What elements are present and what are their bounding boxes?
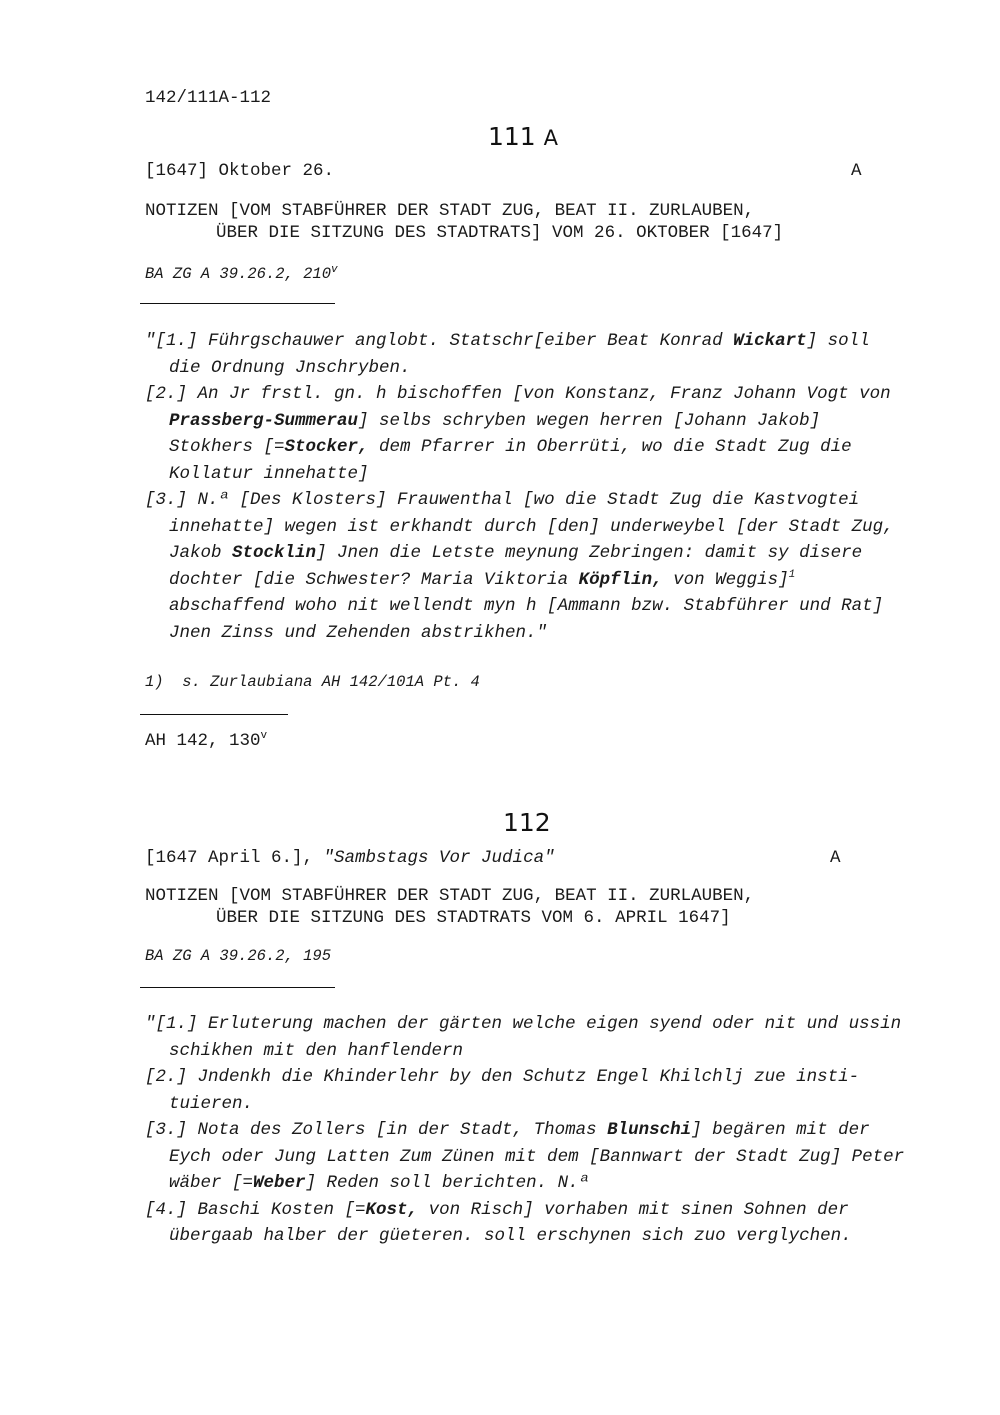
archive-source-text: BA ZG A 39.26.2, 210 <box>145 265 332 283</box>
entry-text: [4.] Baschi Kosten [= <box>145 1199 366 1220</box>
entry-text: [3.] Nota des Zollers [in der Stadt, Thomas <box>145 1120 608 1140</box>
archive-source <box>145 265 338 283</box>
document-title-line-2: ÜBER DIE SITZUNG DES STADTRATS] VOM 26. OKTOBER [1647] <box>216 223 784 243</box>
entries-112 <box>145 1011 905 1250</box>
document-number: 111 <box>488 122 536 151</box>
entry-item <box>145 1117 905 1197</box>
document-date-112 <box>145 848 555 868</box>
document-title-line-1: NOTIZEN [VOM STABFÜHRER DER STADT ZUG, BEAT II. ZURLAUBEN, <box>145 201 755 221</box>
person-name: Köpflin, <box>578 569 663 590</box>
entries-111 <box>145 328 905 646</box>
document-number-suffix: A <box>543 126 559 150</box>
person-name: Blunschi <box>607 1120 692 1140</box>
ah-reference-text: AH 142, 130 <box>145 731 261 751</box>
document-title-112-line-1: NOTIZEN [VOM STABFÜHRER DER STADT ZUG, BEAT II. ZURLAUBEN, <box>145 886 755 906</box>
entry-text: ] soll die Ordnung Jnschryben. <box>169 331 870 378</box>
entry-item <box>145 1197 905 1250</box>
entry-text: [2.] Jndenkh die Khinderlehr by den Schutz Engel Khilchlj zue instituieren. <box>145 1067 860 1114</box>
header-divider <box>140 303 335 304</box>
ah-reference <box>145 731 267 751</box>
entry-item <box>145 381 905 487</box>
entry-text: "[1.] Führgschauwer anglobt. Statschr[eiber Beat Konrad <box>145 331 734 351</box>
entry-text: ] Reden soll berichten. N.ª <box>305 1173 590 1193</box>
entry-text: "[1.] Erluterung machen der gärten welche eigen syend oder nit und ussin schikhen mit den hanflendern <box>145 1014 902 1061</box>
person-name: Prassberg-Summerau <box>169 410 359 431</box>
person-name: Wickart <box>733 331 807 351</box>
document-marker-112: A <box>830 848 841 868</box>
document-title-112-line-2: ÜBER DIE SITZUNG DES STADTRATS VOM 6. APRIL 1647] <box>216 908 731 928</box>
person-name: Stocker, <box>284 437 369 457</box>
entry-text: ] Jnen die Letste meynung Zebringen: damit sy disere dochter [die Schwester? Maria Viktoria <box>169 543 863 590</box>
entry-item <box>145 1064 905 1117</box>
header-divider-112 <box>140 987 335 988</box>
archive-source-sup: v <box>331 263 338 276</box>
entry-text: [3.] N.ª [Des Klosters] Frauwenthal [wo die Stadt Zug die Kastvogtei innehatte] wegen ist erkhandt durch [den] underweybel [der Stadt Zug, Jakob <box>145 490 894 563</box>
person-name: Kost, <box>365 1199 419 1220</box>
entry-item <box>145 328 905 381</box>
archive-source-112: BA ZG A 39.26.2, 195 <box>145 947 332 965</box>
document-number-112: 112 <box>503 808 551 837</box>
person-name: Weber <box>253 1173 306 1193</box>
date-italic: "Sambstags Vor Judica" <box>323 848 555 868</box>
entry-text: dem Pfarrer in Oberrüti, wo die Stadt Zug die Kollatur innehatte] <box>169 437 852 484</box>
entry-text: ] selbs schryben wegen herren [Johann Jakob] Stokhers [= <box>169 410 821 457</box>
entry-text: ] begären mit der Eych oder Jung Latten Zum Zünen mit dem [Bannwart der Stadt Zug] Peter wäber [= <box>169 1120 905 1193</box>
entry-text: abschaffend woho nit wellendt myn h [Ammann bzw. Stabführer und Rat] Jnen Zinss und Zehenden abstrikhen." <box>169 596 884 643</box>
document-number-111 <box>488 122 558 151</box>
document-date: [1647] Oktober 26. <box>145 161 335 181</box>
person-name: Stocklin <box>232 543 317 563</box>
archive-reference: 142/111A-112 <box>145 88 272 108</box>
entry-item <box>145 487 905 646</box>
document-marker: A <box>851 161 862 181</box>
entry-text: von Risch] vorhaben mit sinen Sohnen der übergaab halber der güeteren. soll erschynen sich zuo verglychen. <box>169 1199 852 1246</box>
entry-item <box>145 1011 905 1064</box>
ah-reference-sup: v <box>260 730 268 743</box>
entry-text: von Weggis] <box>662 569 789 590</box>
footnote: 1) s. Zurlaubiana AH 142/101A Pt. 4 <box>145 673 480 691</box>
footnote-divider <box>140 714 288 715</box>
footnote-marker: 1 <box>788 568 796 581</box>
entry-text: [2.] An Jr frstl. gn. h bischoffen [von Konstanz, Franz Johann Vogt von <box>145 384 891 404</box>
date-plain: [1647 April 6.], <box>145 848 324 868</box>
